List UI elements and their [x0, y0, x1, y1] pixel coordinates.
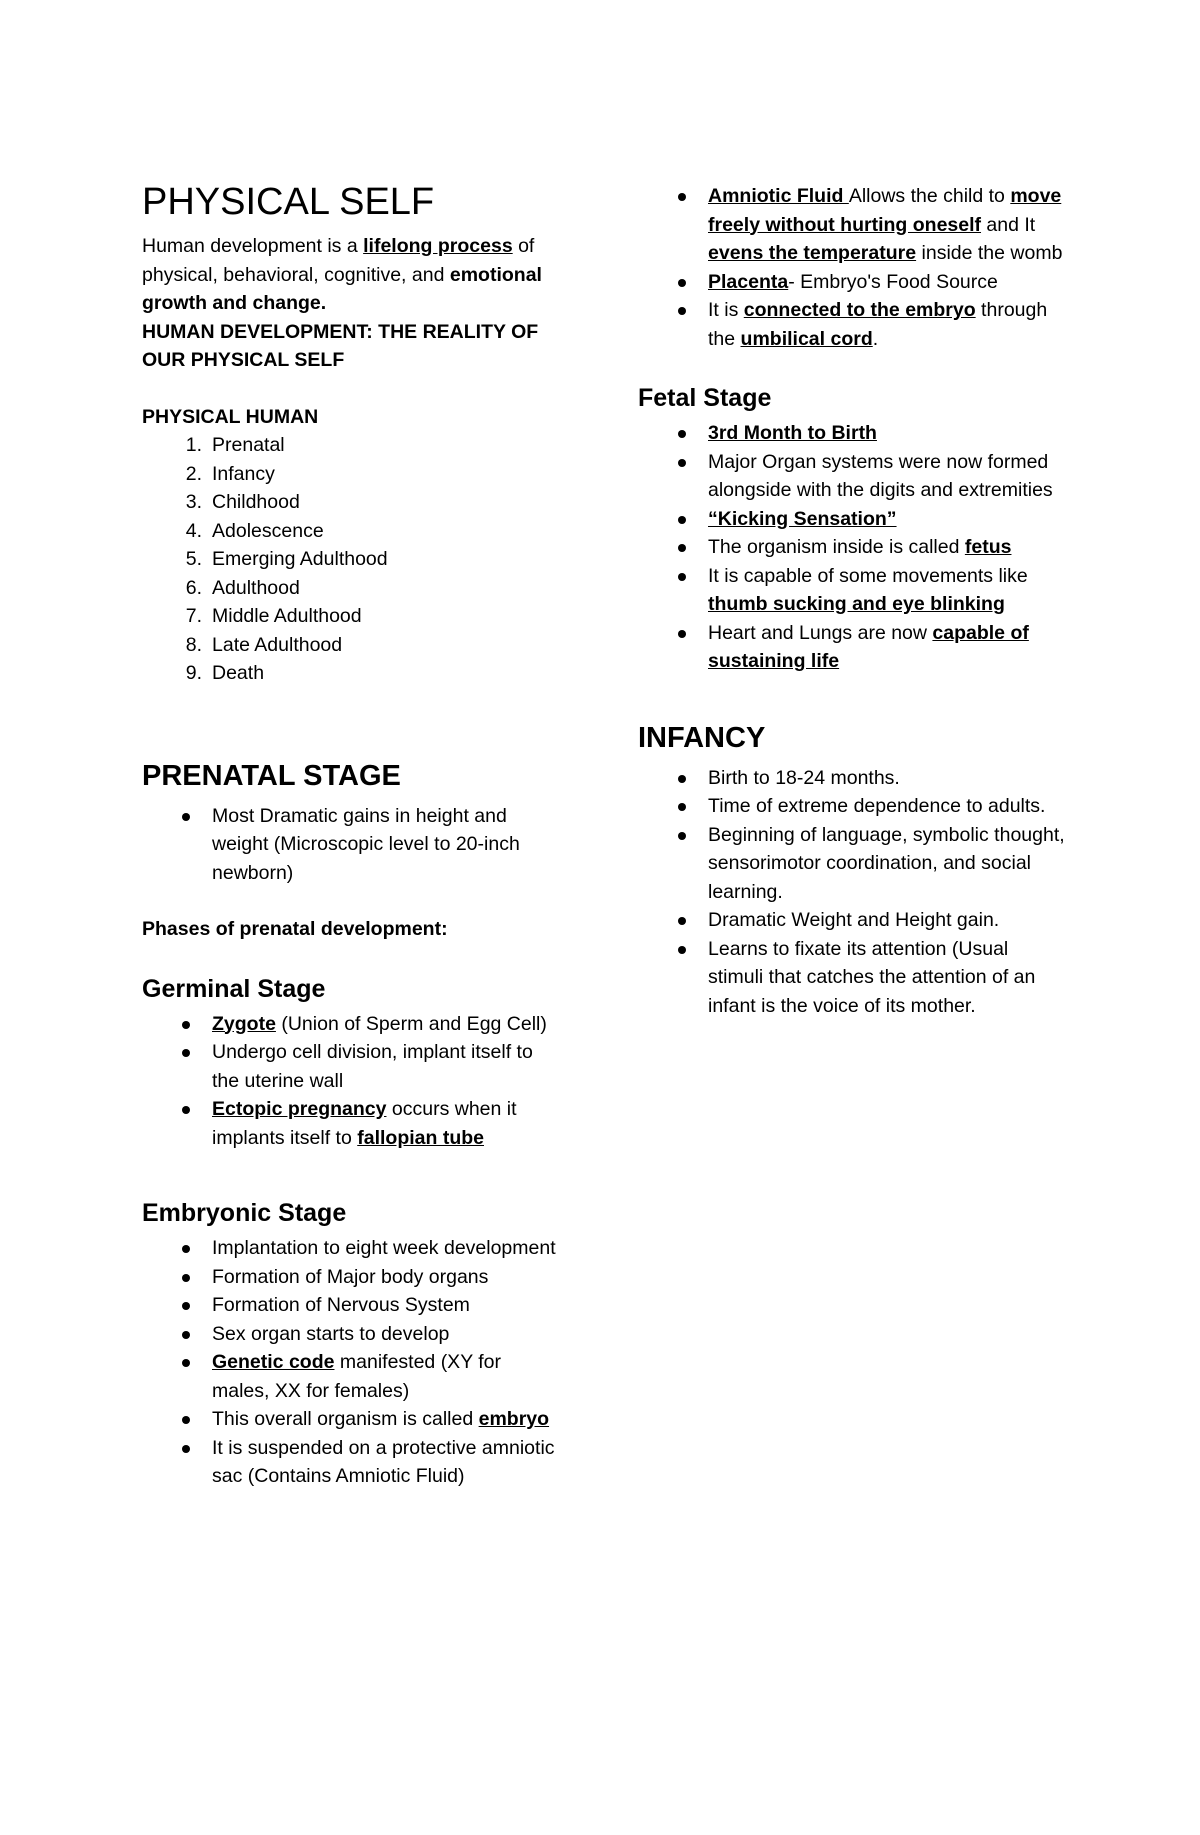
embryonic-heading: Embryonic Stage	[142, 1199, 347, 1227]
bullet-icon	[182, 1302, 190, 1310]
list-item: Undergo cell division, implant itself to the uterine wall	[142, 1038, 562, 1095]
list-item: Heart and Lungs are now capable of sustaining life	[638, 619, 1068, 676]
bullet-icon	[678, 630, 686, 638]
bullet-icon	[182, 1331, 190, 1339]
bullet-icon	[678, 279, 686, 287]
list-item: Ectopic pregnancy occurs when it implants itself to fallopian tube	[142, 1095, 562, 1152]
list-item: The organism inside is called fetus	[638, 533, 1068, 562]
prenatal-list	[142, 802, 562, 888]
bullet-icon	[678, 430, 686, 438]
list-item: It is connected to the embryo through the umbilical cord.	[638, 296, 1068, 353]
list-item: Time of extreme dependence to adults.	[638, 792, 1068, 821]
list-item: Dramatic Weight and Height gain.	[638, 906, 1068, 935]
list-item: Placenta- Embryo's Food Source	[638, 268, 1068, 297]
list-item: Zygote (Union of Sperm and Egg Cell)	[142, 1010, 562, 1039]
bullet-icon	[678, 307, 686, 315]
bullet-icon	[182, 1106, 190, 1114]
list-item: 8. Late Adulthood	[185, 633, 343, 656]
bullet-icon	[182, 1274, 190, 1282]
infancy-list	[638, 764, 1068, 1021]
physical-human-heading: PHYSICAL HUMAN	[142, 405, 319, 428]
list-item: Birth to 18-24 months.	[638, 764, 1068, 793]
bullet-icon	[182, 1245, 190, 1253]
page-title: PHYSICAL SELF	[142, 181, 435, 223]
list-item: It is suspended on a protective amniotic sac (Contains Amniotic Fluid)	[142, 1434, 562, 1491]
bullet-icon	[678, 573, 686, 581]
bullet-icon	[182, 1049, 190, 1057]
bullet-icon	[182, 1416, 190, 1424]
bullet-icon	[678, 832, 686, 840]
list-item: 1. Prenatal	[185, 434, 285, 456]
list-item: 9. Death	[185, 662, 265, 684]
germinal-list	[142, 1010, 562, 1153]
embryonic-continued-list	[638, 182, 1068, 353]
list-item: 3. Childhood	[185, 491, 300, 513]
bullet-icon	[678, 946, 686, 954]
list-item: Implantation to eight week development	[142, 1234, 562, 1263]
fetal-heading: Fetal Stage	[638, 384, 772, 412]
bullet-icon	[678, 516, 686, 524]
list-item: 2. Infancy	[185, 462, 275, 485]
list-item: Sex organ starts to develop	[142, 1320, 562, 1349]
intro-paragraph: Human development is a lifelong process of physical, behavioral, cognitive, and emotional growth and change.	[142, 235, 542, 314]
list-item: Formation of Nervous System	[142, 1291, 562, 1320]
list-item: Amniotic Fluid Allows the child to move freely without hurting oneself and It evens the temperature inside the womb	[638, 182, 1068, 268]
list-item: Beginning of language, symbolic thought, sensorimotor coordination, and social learning.	[638, 821, 1068, 907]
bullet-icon	[182, 1021, 190, 1029]
list-item: It is capable of some movements like thumb sucking and eye blinking	[638, 562, 1068, 619]
list-item: Genetic code manifested (XY for males, XX for females)	[142, 1348, 562, 1405]
list-item: 4. Adolescence	[185, 519, 324, 542]
list-item: Learns to fixate its attention (Usual stimuli that catches the attention of an infant is the voice of its mother.	[638, 935, 1068, 1021]
bullet-icon	[182, 813, 190, 821]
phases-heading: Phases of prenatal development:	[142, 918, 448, 940]
list-item: 5. Emerging Adulthood	[185, 548, 388, 570]
bullet-icon	[678, 459, 686, 467]
bullet-icon	[678, 193, 686, 201]
bullet-icon	[678, 917, 686, 925]
list-item: This overall organism is called embryo	[142, 1405, 562, 1434]
bullet-icon	[678, 775, 686, 783]
list-item: 6. Adulthood	[185, 576, 300, 599]
stage-list	[142, 431, 562, 688]
list-item: 3rd Month to Birth	[638, 419, 1068, 448]
reality-heading: HUMAN DEVELOPMENT: THE REALITY OF OUR PHYSICAL SELF	[142, 320, 539, 371]
left-column	[142, 180, 562, 1491]
list-item: Most Dramatic gains in height and weight (Microscopic level to 20-inch newborn)	[142, 802, 562, 888]
right-column	[638, 182, 1068, 1020]
bullet-icon	[182, 1445, 190, 1453]
infancy-heading: INFANCY	[638, 721, 766, 754]
prenatal-heading: PRENATAL STAGE	[142, 759, 401, 792]
fetal-list	[638, 419, 1068, 676]
bullet-icon	[678, 544, 686, 552]
bullet-icon	[182, 1359, 190, 1367]
germinal-heading: Germinal Stage	[142, 974, 326, 1003]
list-item: “Kicking Sensation”	[638, 505, 1068, 534]
bullet-icon	[678, 803, 686, 811]
list-item: Formation of Major body organs	[142, 1263, 562, 1292]
embryonic-list	[142, 1234, 562, 1491]
list-item: 7. Middle Adulthood	[185, 605, 362, 627]
list-item: Major Organ systems were now formed alongside with the digits and extremities	[638, 448, 1068, 505]
